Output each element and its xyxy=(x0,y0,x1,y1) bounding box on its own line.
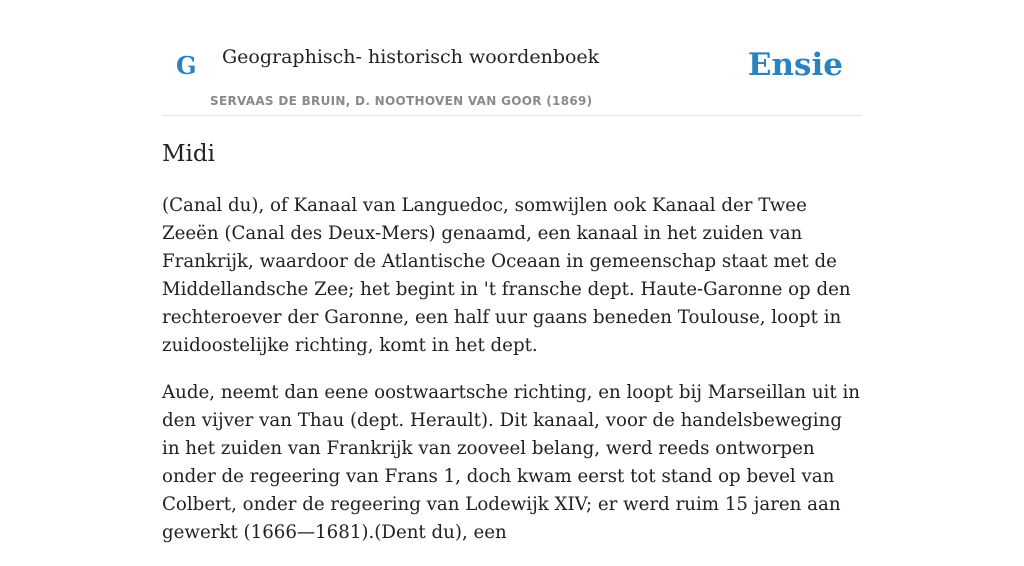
ensie-logo-link[interactable]: Ensie xyxy=(747,47,843,83)
entry-title: Midi xyxy=(162,141,215,167)
book-title-link[interactable]: Geographisch- historisch woordenboek xyxy=(222,46,600,68)
book-authors: SERVAAS DE BRUIN, D. NOOTHOVEN VAN GOOR (1869) xyxy=(210,94,593,108)
entry-content xyxy=(162,192,864,566)
entry-paragraph: Aude, neemt dan eene oostwaartsche richting, en loopt bij Marseillan uit in den vijver van Thau (dept. Herault). Dit kanaal, voor de handelsbeweging in het zuiden van Frankrijk van zooveel belang, werd reeds ontworpen onder de regeering van Frans 1, doch kwam eerst tot stand op bevel van Colbert, onder de regeering van Lodewijk XIV; er werd ruim 15 jaren aan gewerkt (1666—1681).(Dent du), een xyxy=(162,382,860,543)
entry-paragraph: (Canal du), of Kanaal van Languedoc, somwijlen ook Kanaal der Twee Zeeën (Canal des Deux-Mers) genaamd, een kanaal in het zuiden van Frankrijk, waardoor de Atlantische Oceaan in gemeenschap staat met de Middellandsche Zee; het begint in 't fransche dept. Haute-Garonne op den rechteroever der Garonne, een half uur gaans beneden Toulouse, loopt in zuidoostelijke richting, komt in het dept. xyxy=(162,195,851,356)
header xyxy=(162,0,862,116)
book-letter-icon: G xyxy=(176,51,197,80)
